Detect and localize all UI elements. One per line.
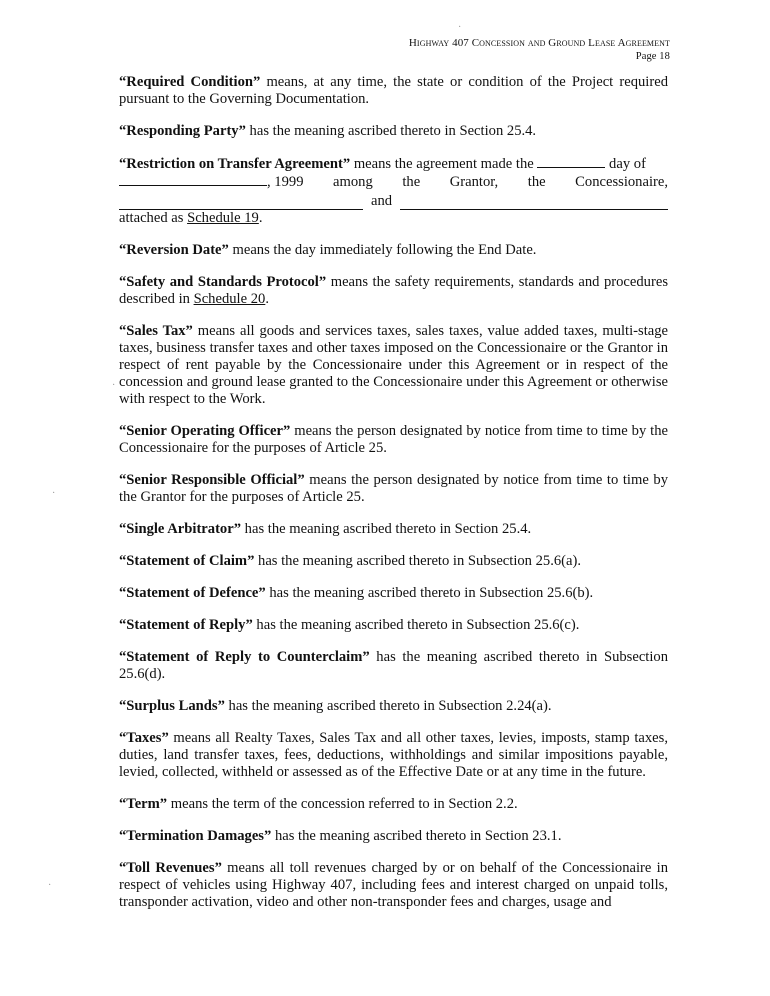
definition-term-entry — [119, 796, 668, 813]
definition-term: “Termination Damages” — [119, 828, 272, 844]
schedule-19-link: Schedule 19 — [187, 210, 259, 226]
page-header — [409, 36, 670, 64]
definition-term: “Senior Responsible Official” — [119, 472, 305, 488]
party-blank-2 — [400, 197, 668, 210]
definition-term: “Single Arbitrator” — [119, 521, 242, 537]
definition-term: “Surplus Lands” — [119, 698, 225, 714]
definition-text: means the safety requirements, standards and procedures described in — [119, 274, 668, 307]
definition-term: “Responding Party” — [119, 123, 246, 139]
definition-term: “Senior Operating Officer” — [119, 423, 291, 439]
attached-text: attached as — [119, 210, 188, 226]
definition-text: has the meaning ascribed thereto in Subsection 25.6(c). — [252, 617, 580, 633]
definition-senior-responsible-official — [119, 472, 668, 506]
scan-speck: · — [52, 488, 56, 499]
definition-text: means the agreement made the — [350, 156, 534, 172]
definition-term: “Statement of Claim” — [119, 553, 255, 569]
definition-text: has the meaning ascribed thereto in Section 25.4. — [245, 123, 537, 139]
definition-text: has the meaning ascribed thereto in Subsection 25.6(d). — [119, 649, 669, 682]
period-text: . — [258, 210, 263, 226]
definition-toll-revenues — [119, 860, 668, 911]
definition-term: “Restriction on Transfer Agreement” — [119, 156, 351, 172]
definition-required-condition — [119, 74, 668, 108]
schedule-20-link: Schedule 20 — [193, 291, 266, 307]
definitions-body — [119, 74, 668, 926]
definition-text: means the term of the concession referred to in Section 2.2. — [167, 796, 518, 812]
definition-reversion-date — [119, 242, 668, 259]
definition-statement-of-defence — [119, 585, 668, 602]
definition-text: means all Realty Taxes, Sales Tax and all other taxes, levies, imposts, stamp taxes, duties, land transfer taxes, fees, deductions, withholdings and similar impositions payable, levied, collected, withheld or assessed as of the Effective Date or at any time in the future. — [119, 730, 668, 780]
definition-term: “Statement of Defence” — [119, 585, 266, 601]
definition-term: “Required Condition” — [119, 74, 261, 90]
definition-term: “Reversion Date” — [119, 242, 229, 258]
definition-statement-of-claim — [119, 553, 668, 570]
definition-single-arbitrator — [119, 521, 668, 538]
definition-text: day of — [609, 156, 646, 172]
definition-text: means the person designated by notice from time to time by the Concessionaire for the purposes of Article 25. — [119, 423, 668, 456]
date-day-blank — [537, 155, 605, 168]
definition-term: “Statement of Reply” — [119, 617, 253, 633]
definition-term: “Safety and Standards Protocol” — [119, 274, 327, 290]
concessionaire-text: Concessionaire, — [575, 174, 668, 190]
period-text: . — [265, 291, 269, 307]
among-text: among — [333, 174, 373, 190]
party-blank-1 — [119, 197, 363, 210]
definition-sales-tax — [119, 323, 668, 408]
date-month-blank — [119, 173, 267, 186]
and-text: and — [371, 193, 393, 209]
definition-term: “Taxes” — [119, 730, 169, 746]
definition-text: means, at any time, the state or condition of the Project required pursuant to the Governing Documentation. — [119, 74, 668, 107]
definition-responding-party — [119, 123, 668, 140]
definition-text: has the meaning ascribed thereto in Section 23.1. — [271, 828, 562, 844]
definition-term: “Toll Revenues” — [119, 860, 222, 876]
definition-restriction-on-transfer — [119, 155, 668, 227]
definition-term: “Sales Tax” — [119, 323, 193, 339]
definition-text: means all goods and services taxes, sales taxes, value added taxes, multi-stage taxes, business transfer taxes and other taxes imposed on the Concessionaire or the Grantor in respect of rent payable by the Concessionaire under this Agreement or in respect of the concession and ground lease granted to the Concessionaire under this Agreement or otherwise with respect to the Work. — [119, 323, 668, 407]
definition-senior-operating-officer — [119, 423, 668, 457]
definition-term: “Term” — [119, 796, 168, 812]
definition-statement-of-reply-to-counterclaim — [119, 649, 668, 683]
definition-safety-and-standards-protocol — [119, 274, 668, 308]
definition-text: means all toll revenues charged by or on behalf of the Concessionaire in respect of vehicles using Highway 407, including fees and interest charged on unpaid tolls, transponder activation, video and other non-transponder fees and charges, usage and — [119, 860, 669, 910]
year-text: , 1999 — [267, 174, 304, 190]
scan-speck: · — [458, 22, 462, 33]
scan-speck: · — [112, 380, 116, 391]
scan-speck: · — [48, 880, 52, 891]
restriction-line-1 — [119, 155, 668, 173]
definition-taxes — [119, 730, 668, 781]
grantor-text: Grantor, — [449, 174, 499, 190]
definition-text: has the meaning ascribed thereto in Subsection 25.6(a). — [254, 553, 582, 569]
definition-text: means the day immediately following the End Date. — [228, 242, 537, 258]
definition-surplus-lands — [119, 698, 668, 715]
definition-term: “Statement of Reply to Counterclaim” — [119, 649, 370, 665]
page-number: Page 18 — [635, 51, 670, 62]
restriction-line-2 — [119, 173, 668, 191]
definition-text: means the person designated by notice from time to time by the Grantor for the purposes of Article 25. — [119, 472, 668, 505]
the-text: the — [402, 174, 421, 190]
definition-termination-damages — [119, 828, 668, 845]
definition-text: has the meaning ascribed thereto in Section 25.4. — [241, 521, 532, 537]
definition-text: has the meaning ascribed thereto in Subsection 2.24(a). — [224, 698, 552, 714]
restriction-line-3 — [119, 193, 668, 210]
definition-text: has the meaning ascribed thereto in Subsection 25.6(b). — [265, 585, 594, 601]
definition-statement-of-reply — [119, 617, 668, 634]
document-title: Highway 407 Concession and Ground Lease Agreement — [408, 37, 670, 49]
the-text-2: the — [527, 174, 546, 190]
restriction-line-4 — [119, 210, 668, 227]
